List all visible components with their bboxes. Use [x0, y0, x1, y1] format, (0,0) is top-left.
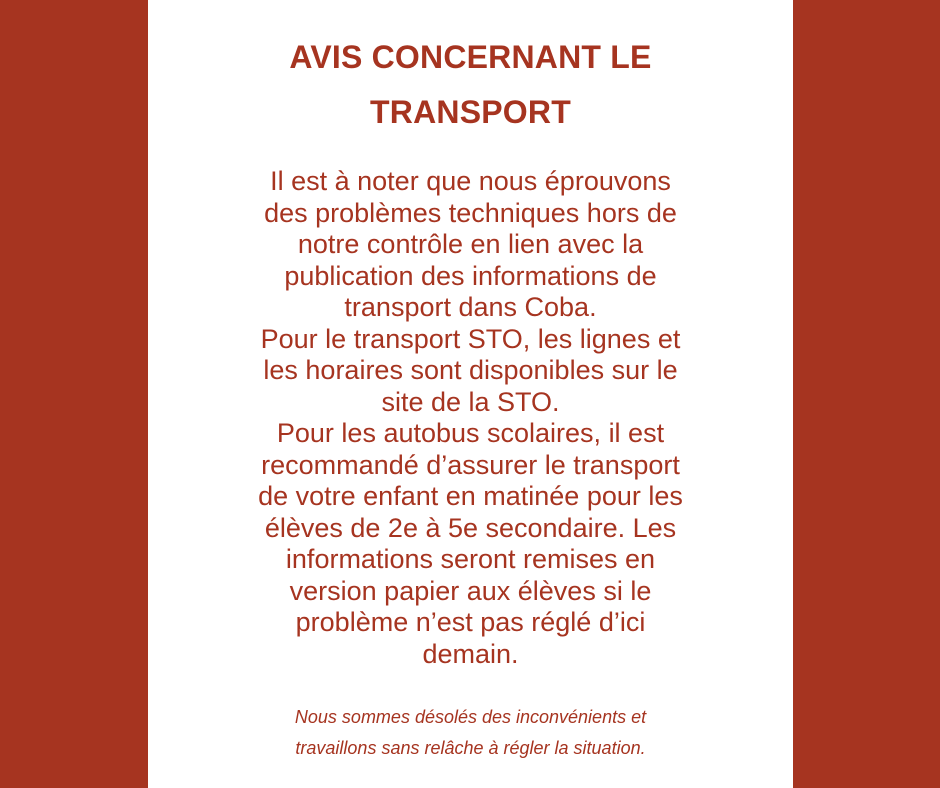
notice-body-line: notre contrôle en lien avec la [297, 229, 644, 259]
notice-title-line: AVIS CONCERNANT LE [289, 39, 652, 75]
notice-title [148, 30, 793, 140]
notice-body-line: les horaires sont disponibles sur le [263, 355, 678, 385]
notice-body-line: Pour les autobus scolaires, il est [276, 418, 665, 448]
notice-body-line: site de la STO. [381, 386, 560, 417]
notice-body-line: élèves de 2e à 5e secondaire. Les [264, 512, 677, 543]
notice-body-line: informations seront remises en [285, 544, 656, 574]
apology-note [188, 702, 753, 764]
apology-note-line: Nous sommes désolés des inconvénients et [294, 707, 647, 727]
notice-panel [148, 0, 793, 788]
notice-title-line: TRANSPORT [370, 94, 571, 130]
notice-body-line: de votre enfant en matinée pour les [258, 481, 683, 511]
notice-body-line: recommandé d’assurer le transport [261, 449, 680, 480]
notice-body-line: publication des informations de [284, 260, 657, 291]
notice-body-line: Il est à noter que nous éprouvons [270, 166, 671, 196]
notice-body-line: problème n’est pas réglé d’ici [295, 607, 646, 637]
notice-body-line: demain. [422, 638, 519, 669]
notice-body [198, 166, 743, 670]
notice-body-line: Pour le transport STO, les lignes et [260, 323, 681, 354]
notice-body-line: des problèmes techniques hors de [264, 197, 677, 228]
apology-note-line: travaillons sans relâche à régler la situation. [295, 738, 646, 758]
notice-body-line: transport dans Coba. [344, 292, 597, 322]
notice-body-line: version papier aux élèves si le [289, 575, 652, 606]
